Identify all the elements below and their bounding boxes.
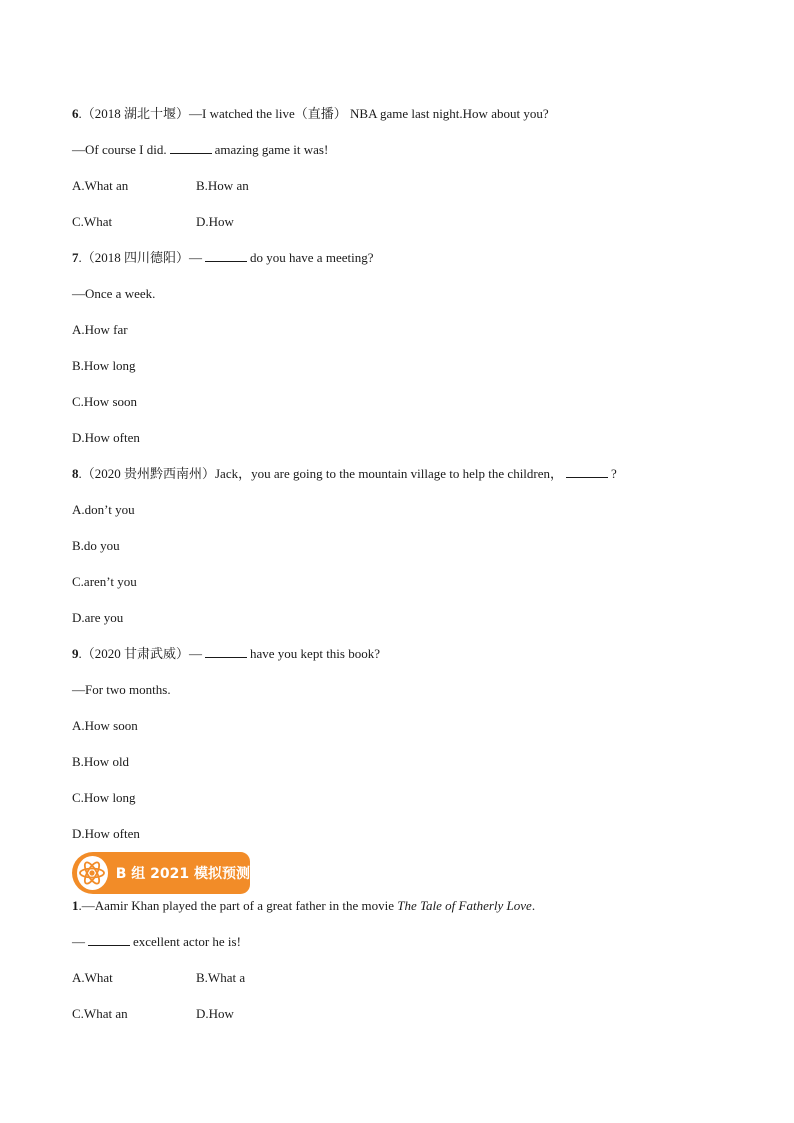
b-question-1-reply bbox=[72, 934, 241, 950]
reply-text: excellent actor he is! bbox=[133, 934, 241, 949]
question-number: 7 bbox=[72, 250, 79, 265]
option-b[interactable]: B.do you bbox=[72, 538, 120, 553]
b-question-1-stem bbox=[72, 898, 535, 914]
question-6-reply bbox=[72, 142, 328, 158]
option-d[interactable]: D.How often bbox=[72, 826, 140, 841]
section-title: B 组 2021 模拟预测 bbox=[115, 866, 250, 882]
question-text: . bbox=[531, 898, 536, 913]
question-number: 1 bbox=[72, 898, 79, 913]
question-6-stem bbox=[72, 106, 549, 122]
option-c[interactable]: C.aren’t you bbox=[72, 574, 137, 589]
answer-blank bbox=[205, 646, 247, 658]
option-c[interactable]: C.How soon bbox=[72, 394, 138, 409]
question-9-reply: —For two months. bbox=[72, 682, 171, 697]
question-text: .（2020 甘肃武威）— bbox=[78, 646, 203, 661]
question-text: .—Aamir Khan played the part of a great father in the movie bbox=[78, 898, 398, 913]
option-a[interactable]: A.What bbox=[72, 970, 113, 985]
option-c[interactable]: C.What bbox=[72, 214, 113, 229]
option-a[interactable]: A.How far bbox=[72, 322, 128, 337]
question-number: 8 bbox=[72, 466, 79, 481]
question-text: do you have a meeting? bbox=[250, 250, 374, 265]
question-7-stem bbox=[72, 250, 373, 266]
reply-text: amazing game it was! bbox=[214, 142, 329, 157]
question-6-options-row1 bbox=[72, 178, 372, 194]
b-question-1-options-row2 bbox=[72, 1006, 372, 1022]
option-d[interactable]: D.are you bbox=[72, 610, 124, 625]
atom-icon bbox=[77, 856, 108, 890]
answer-blank bbox=[566, 466, 608, 478]
b-question-1-options-row1 bbox=[72, 970, 372, 986]
section-banner bbox=[72, 852, 250, 894]
question-7-reply: —Once a week. bbox=[72, 286, 156, 301]
question-text: .（2018 湖北十堰）—I watched the live（直播） NBA game last night.How about you? bbox=[78, 106, 549, 121]
question-9-stem bbox=[72, 646, 380, 662]
option-d[interactable]: D.How bbox=[196, 214, 234, 229]
question-text: ? bbox=[611, 466, 617, 481]
reply-text: — bbox=[72, 934, 85, 949]
question-8-stem bbox=[72, 466, 617, 482]
option-a[interactable]: A.What an bbox=[72, 178, 129, 193]
question-text: have you kept this book? bbox=[250, 646, 380, 661]
option-b[interactable]: B.What a bbox=[196, 970, 246, 985]
reply-text: —Of course I did. bbox=[72, 142, 167, 157]
question-text: .（2020 贵州黔西南州）Jack，you are going to the mountain village to help the children， bbox=[78, 466, 564, 481]
answer-blank bbox=[88, 934, 130, 946]
option-b[interactable]: B.How long bbox=[72, 358, 136, 373]
answer-blank bbox=[170, 142, 212, 154]
question-number: 9 bbox=[72, 646, 79, 661]
option-a[interactable]: A.don’t you bbox=[72, 502, 135, 517]
option-c[interactable]: C.What an bbox=[72, 1006, 128, 1021]
movie-title: The Tale of Fatherly Love bbox=[397, 898, 532, 913]
option-d[interactable]: D.How often bbox=[72, 430, 140, 445]
question-6-options-row2 bbox=[72, 214, 372, 230]
option-b[interactable]: B.How an bbox=[196, 178, 249, 193]
question-number: 6 bbox=[72, 106, 79, 121]
answer-blank bbox=[205, 250, 247, 262]
option-b[interactable]: B.How old bbox=[72, 754, 130, 769]
option-d[interactable]: D.How bbox=[196, 1006, 234, 1021]
option-a[interactable]: A.How soon bbox=[72, 718, 138, 733]
question-text: .（2018 四川德阳）— bbox=[78, 250, 203, 265]
option-c[interactable]: C.How long bbox=[72, 790, 136, 805]
